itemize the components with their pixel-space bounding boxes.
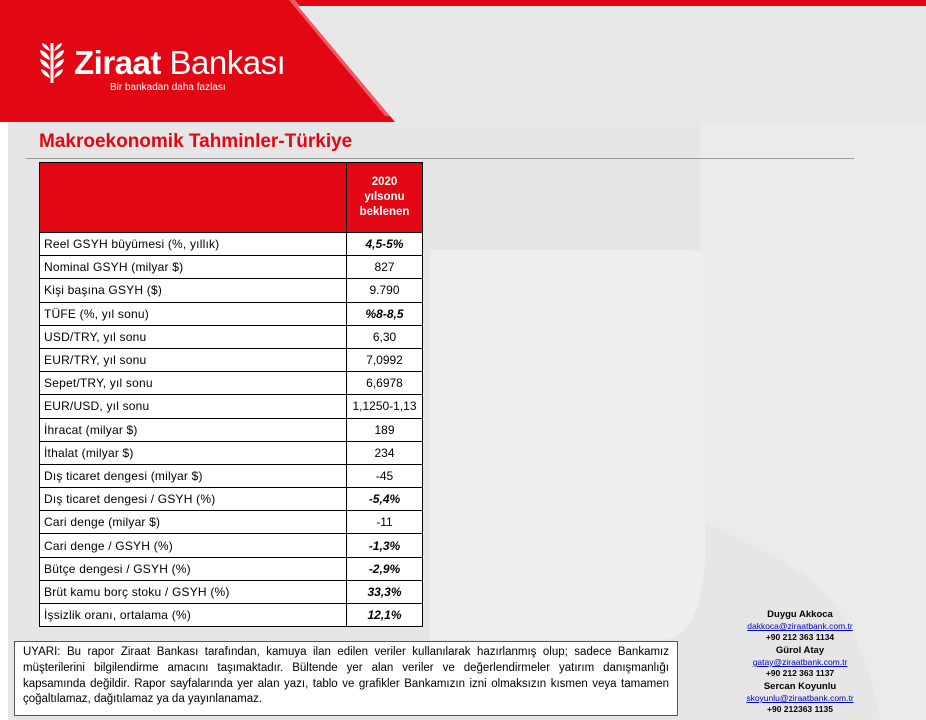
row-value: 1,1250-1,13: [347, 395, 423, 418]
row-value: 234: [347, 441, 423, 464]
title-divider: [26, 158, 854, 159]
row-label: Cari denge (milyar $): [40, 511, 347, 534]
row-value: %8-8,5: [347, 302, 423, 325]
contact-entry: [730, 680, 870, 715]
row-label: Reel GSYH büyümesi (%, yıllık): [40, 233, 347, 256]
row-value: 7,0992: [347, 348, 423, 371]
table-row: [40, 372, 423, 395]
row-label: İşsizlik oranı, ortalama (%): [40, 604, 347, 627]
table-row: [40, 580, 423, 603]
row-value: -2,9%: [347, 557, 423, 580]
table-header-label: [40, 163, 347, 233]
header-banner: [0, 0, 926, 122]
row-label: Dış ticaret dengesi (milyar $): [40, 464, 347, 487]
row-label: EUR/USD, yıl sonu: [40, 395, 347, 418]
brand-name: Ziraat Bankası: [74, 44, 286, 81]
row-label: Dış ticaret dengesi / GSYH (%): [40, 488, 347, 511]
row-value: 4,5-5%: [347, 233, 423, 256]
row-label: Bütçe dengesi / GSYH (%): [40, 557, 347, 580]
brand-tagline: Bir bankadan daha fazlası: [110, 82, 226, 93]
row-label: USD/TRY, yıl sonu: [40, 325, 347, 348]
contact-phone: +90 212 363 1137: [765, 668, 835, 678]
table-row: [40, 418, 423, 441]
row-label: Brüt kamu borç stoku / GSYH (%): [40, 580, 347, 603]
row-label: Sepet/TRY, yıl sonu: [40, 372, 347, 395]
wheat-icon: [38, 41, 66, 85]
contact-name: Duygu Akkoca: [767, 609, 833, 620]
row-label: İhracat (milyar $): [40, 418, 347, 441]
row-label: Kişi başına GSYH ($): [40, 279, 347, 302]
table-row: [40, 279, 423, 302]
row-label: EUR/TRY, yıl sonu: [40, 348, 347, 371]
table-row: [40, 256, 423, 279]
table-row: [40, 557, 423, 580]
contacts-block: [730, 608, 870, 716]
table-row: [40, 395, 423, 418]
row-label: TÜFE (%, yıl sonu): [40, 302, 347, 325]
row-value: -1,3%: [347, 534, 423, 557]
table-row: [40, 488, 423, 511]
row-value: -5,4%: [347, 488, 423, 511]
contact-email-link[interactable]: dakkoca@ziraatbank.com.tr: [747, 621, 853, 631]
row-value: -11: [347, 511, 423, 534]
row-value: 6,6978: [347, 372, 423, 395]
header-line-3: beklenen: [359, 206, 410, 218]
contact-name: Sercan Koyunlu: [763, 681, 837, 692]
table-row: [40, 441, 423, 464]
row-value: 189: [347, 418, 423, 441]
table-row: [40, 302, 423, 325]
row-label: Cari denge / GSYH (%): [40, 534, 347, 557]
row-value: 6,30: [347, 325, 423, 348]
contact-email-link[interactable]: gatay@ziraatbank.com.tr: [752, 657, 848, 667]
row-label: Nominal GSYH (milyar $): [40, 256, 347, 279]
contact-entry: [730, 644, 870, 679]
table-header-row: [40, 163, 423, 233]
brand-logo: [38, 38, 285, 88]
row-value: 9.790: [347, 279, 423, 302]
contact-email-link[interactable]: skoyunlu@ziraatbank.com.tr: [746, 693, 854, 703]
page-title: Makroekonomik Tahminler-Türkiye: [39, 131, 353, 152]
row-value: -45: [347, 464, 423, 487]
table-row: [40, 325, 423, 348]
disclaimer-box: UYARI: Bu rapor Ziraat Bankası tarafından, kamuya ilan edilen veriler kullanılarak hazırlanmış olup; sadece Bankamız müşterilerini bilgilendirme amacını taşımaktadır. Bültende yer alan veriler ve değerlendirmeler yatırım danışmanlığı kapsamında değildir. Rapor sayfalarında yer alan yazı, tablo ve grafikler Bankamızın izni olmaksızın kısmen veya tamamen çoğaltılamaz, dağıtılamaz ya da yayınlanamaz.: [14, 641, 678, 716]
forecast-table: [39, 162, 423, 627]
table-row: [40, 604, 423, 627]
table-row: [40, 348, 423, 371]
row-label: İthalat (milyar $): [40, 441, 347, 464]
table-row: [40, 233, 423, 256]
row-value: 827: [347, 256, 423, 279]
table-row: [40, 464, 423, 487]
row-value: 12,1%: [347, 604, 423, 627]
contact-name: Gürol Atay: [775, 645, 825, 656]
table-header-year: [347, 163, 423, 233]
header-line-2: yılsonu: [364, 191, 405, 203]
table-row: [40, 534, 423, 557]
contact-phone: +90 212 363 1134: [765, 632, 835, 642]
contact-phone: +90 212363 1135: [767, 704, 833, 714]
table-row: [40, 511, 423, 534]
row-value: 33,3%: [347, 580, 423, 603]
header-line-1: 2020: [371, 176, 398, 188]
contact-entry: [730, 608, 870, 643]
